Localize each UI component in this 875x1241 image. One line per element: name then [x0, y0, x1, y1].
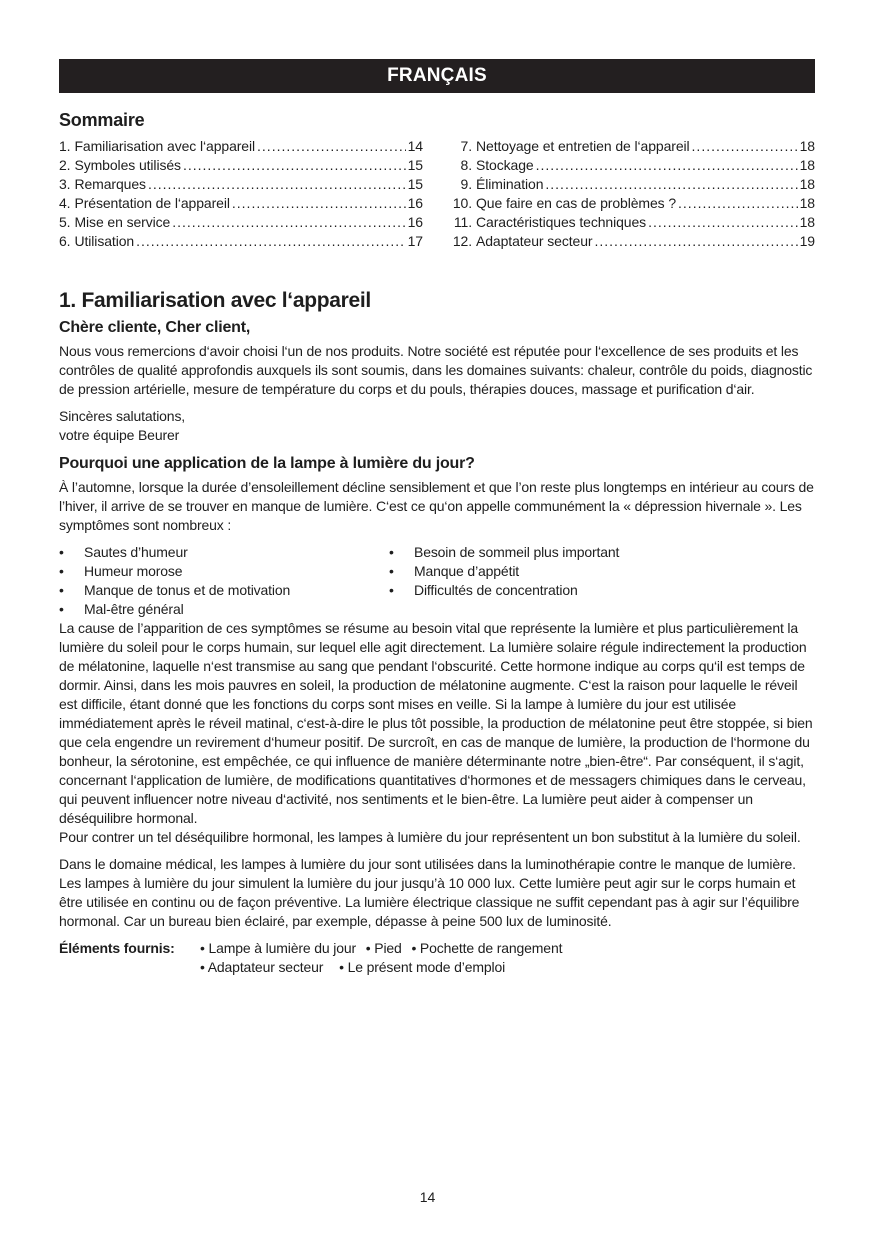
bullet-icon: • — [59, 563, 64, 579]
bullet-icon: • — [389, 563, 394, 579]
symptom-text: Besoin de sommeil plus important — [414, 544, 620, 560]
bullet-icon: • — [389, 544, 394, 560]
greeting-heading: Chère cliente, Cher client, — [59, 319, 251, 336]
toc-entry-number: 7. — [460, 138, 472, 154]
closing-line-2: votre équipe Beurer — [59, 427, 180, 443]
toc-entry-title: Adaptateur secteur — [476, 233, 593, 249]
bullet-icon: • — [59, 544, 64, 560]
toc-entry-page: 14 — [407, 138, 423, 154]
toc-entry[interactable] — [449, 194, 815, 213]
package-item: • Pied — [365, 940, 402, 956]
symptoms-column-1 — [59, 543, 389, 619]
bullet-icon: • — [389, 582, 394, 598]
toc-entry[interactable] — [449, 232, 815, 251]
medical-paragraph: Dans le domaine médical, les lampes à lumière du jour sont utilisées dans la luminothérapie contre le manque de lumière. Les lampes à lumière du jour simulent la lumière du jour jusqu’à 10 000 lux. Cette lumière peut agir sur le corps humain et être utilisée en continu ou de façon préventive. La lumière électrique classique ne suffit cependant pas à agir sur l’équilibre hormonal. Car un bureau bien éclairé, par exemple, dépasse à peine 500 lux de luminosité. — [59, 856, 800, 929]
symptom-text: Humeur morose — [84, 563, 183, 579]
package-contents-items — [200, 939, 568, 977]
package-item: • Le présent mode d’emploi — [339, 959, 506, 975]
toc-entry-page: 17 — [407, 233, 423, 249]
toc-entry[interactable] — [59, 232, 423, 251]
toc-entry-title: Familiarisation avec l‘appareil — [74, 138, 256, 154]
toc-leader-dots — [595, 232, 798, 251]
toc-leader-dots — [692, 137, 798, 156]
manual-page — [59, 59, 815, 977]
toc-entry-number: 8. — [460, 157, 472, 173]
symptom-text: Mal-être général — [84, 601, 184, 617]
list-item — [59, 543, 389, 562]
toc-entry-number: 4. — [59, 195, 71, 211]
symptoms-column-2 — [389, 543, 619, 619]
package-contents — [59, 939, 815, 977]
toc-entry-title: Présentation de l‘appareil — [74, 195, 230, 211]
toc-entry-page: 16 — [407, 214, 423, 230]
symptoms-list — [59, 543, 815, 619]
toc-entry-number: 6. — [59, 233, 71, 249]
toc-entry-page: 18 — [799, 214, 815, 230]
toc-entry-title: Remarques — [74, 176, 146, 192]
toc-entry-number: 11. — [453, 214, 472, 230]
toc-leader-dots — [172, 213, 405, 232]
toc-entry[interactable] — [59, 194, 423, 213]
toc-entry-number: 5. — [59, 214, 71, 230]
package-contents-line — [200, 958, 568, 977]
toc-entry-number: 10. — [452, 195, 472, 211]
page-number: 14 — [419, 1189, 436, 1205]
closing-paragraph — [59, 407, 815, 445]
list-item — [59, 562, 389, 581]
toc-entry-page: 15 — [407, 176, 423, 192]
toc-entry-title: Élimination — [476, 176, 544, 192]
symptom-text: Manque d’appétit — [414, 563, 520, 579]
toc-entry-page: 18 — [799, 195, 815, 211]
list-item — [389, 581, 619, 600]
table-of-contents — [59, 137, 815, 251]
package-contents-line — [200, 939, 568, 958]
toc-entry-title: Stockage — [476, 157, 534, 173]
why-paragraph: À l’automne, lorsque la durée d’ensoleillement décline sensiblement et que l’on reste plus longtemps en intérieur au cours de l’hiver, il arrive de se trouver en manque de lumière. C‘est ce qu‘on appelle communément la « dépression hivernale ». Les symptômes sont nombreux : — [59, 479, 814, 533]
toc-entry[interactable] — [449, 137, 815, 156]
toc-entry[interactable] — [449, 175, 815, 194]
toc-entry-page: 19 — [799, 233, 815, 249]
toc-leader-dots — [257, 137, 406, 156]
toc-leader-dots — [536, 156, 798, 175]
toc-leader-dots — [232, 194, 406, 213]
symptom-text: Difficultés de concentration — [414, 582, 578, 598]
toc-entry[interactable] — [449, 156, 815, 175]
package-item: • Lampe à lumière du jour — [200, 940, 357, 956]
toc-leader-dots — [148, 175, 406, 194]
toc-column-left — [59, 137, 423, 251]
language-header-bar: FRANÇAIS — [59, 59, 815, 93]
toc-entry-number: 12. — [452, 233, 472, 249]
toc-entry-number: 1. — [59, 138, 71, 154]
cause-paragraph: La cause de l’apparition de ces symptômes se résume au besoin vital que représente la lumière et plus particulièrement la lumière du soleil pour le corps humain, sur lequel elle agit directement. La lumière solaire régule indirectement la production de mélatonine, laquelle n‘est transmise au sang que pendant l‘obscurité. Cette hormone indique au corps qu‘il est temps de dormir. Ainsi, dans les mois pauvres en soleil, la production de mélatonine augmente. C‘est la raison pour laquelle le réveil est difficile, étant donné que les fonctions du corps sont mises en veille. Si la lampe à lumière du jour est utilisée immédiatement après le réveil matinal, c‘est-à-dire le plus tôt possible, la production de mélatonine peut être stoppée, si bien que cela engendre un revirement d‘humeur positif. De surcroît, en cas de manque de lumière, la production de l‘hormone du bonheur, la sérotonine, est empêchée, ce qui influence de manière déterminante notre „bien-être“. Par conséquent, il s‘agit, concernant l‘application de lumière, de modifications quantitatives d‘hormones et de messagers chimiques dans le cerveau, qui peuvent influencer notre niveau d‘activité, nos sentiments et le bien-être. La lumière peut aider à compenser un déséquilibre hormonal. — [59, 620, 813, 826]
toc-entry[interactable] — [59, 156, 423, 175]
toc-entry[interactable] — [59, 175, 423, 194]
toc-entry-title: Que faire en cas de problèmes ? — [476, 195, 677, 211]
toc-entry-title: Nettoyage et entretien de l‘appareil — [476, 138, 690, 154]
subsection-heading: Pourquoi une application de la lampe à lumière du jour? — [59, 455, 475, 472]
toc-entry-number: 2. — [59, 157, 71, 173]
closing-line-1: Sincères salutations, — [59, 408, 186, 424]
toc-entry[interactable] — [59, 137, 423, 156]
package-item: • Pochette de rangement — [411, 940, 563, 956]
toc-entry-title: Utilisation — [74, 233, 135, 249]
toc-entry-page: 18 — [799, 138, 815, 154]
toc-leader-dots — [678, 194, 798, 213]
toc-entry-number: 9. — [460, 176, 472, 192]
bullet-icon: • — [59, 582, 64, 598]
toc-entry[interactable] — [449, 213, 815, 232]
toc-leader-dots — [545, 175, 797, 194]
list-item — [389, 562, 619, 581]
package-contents-label: Éléments fournis: — [59, 940, 175, 956]
toc-entry-number: 3. — [59, 176, 71, 192]
bullet-icon: • — [59, 601, 64, 617]
list-item — [59, 581, 389, 600]
toc-entry-page: 16 — [407, 195, 423, 211]
package-item: • Adaptateur secteur — [200, 959, 324, 975]
toc-entry-page: 18 — [799, 176, 815, 192]
toc-entry-title: Mise en service — [74, 214, 171, 230]
intro-paragraph: Nous vous remercions d‘avoir choisi l‘un de nos produits. Notre société est réputée pour l‘excellence de ses produits et les contrôles de qualité approfondis auxquels ils sont soumis, dans les domaines suivants: chaleur, contrôle du poids, diagnostic de pression artérielle, mesure de température du corps et du pouls, thérapies douces, massage et purification d‘air. — [59, 343, 813, 397]
symptom-text: Sautes d’humeur — [84, 544, 188, 560]
section-heading: 1. Familiarisation avec l‘appareil — [59, 289, 371, 312]
toc-title: Sommaire — [59, 110, 145, 130]
toc-column-right — [449, 137, 815, 251]
symptom-text: Manque de tonus et de motivation — [84, 582, 291, 598]
list-item — [59, 600, 389, 619]
toc-entry-page: 15 — [407, 157, 423, 173]
toc-leader-dots — [183, 156, 406, 175]
counter-paragraph: Pour contrer un tel déséquilibre hormonal, les lampes à lumière du jour représentent un bon substitut à la lumière du soleil. — [59, 829, 801, 845]
toc-entry-title: Caractéristiques techniques — [476, 214, 647, 230]
toc-leader-dots — [136, 232, 406, 251]
list-item — [389, 543, 619, 562]
toc-entry[interactable] — [59, 213, 423, 232]
toc-entry-page: 18 — [799, 157, 815, 173]
toc-entry-title: Symboles utilisés — [74, 157, 181, 173]
toc-leader-dots — [648, 213, 798, 232]
